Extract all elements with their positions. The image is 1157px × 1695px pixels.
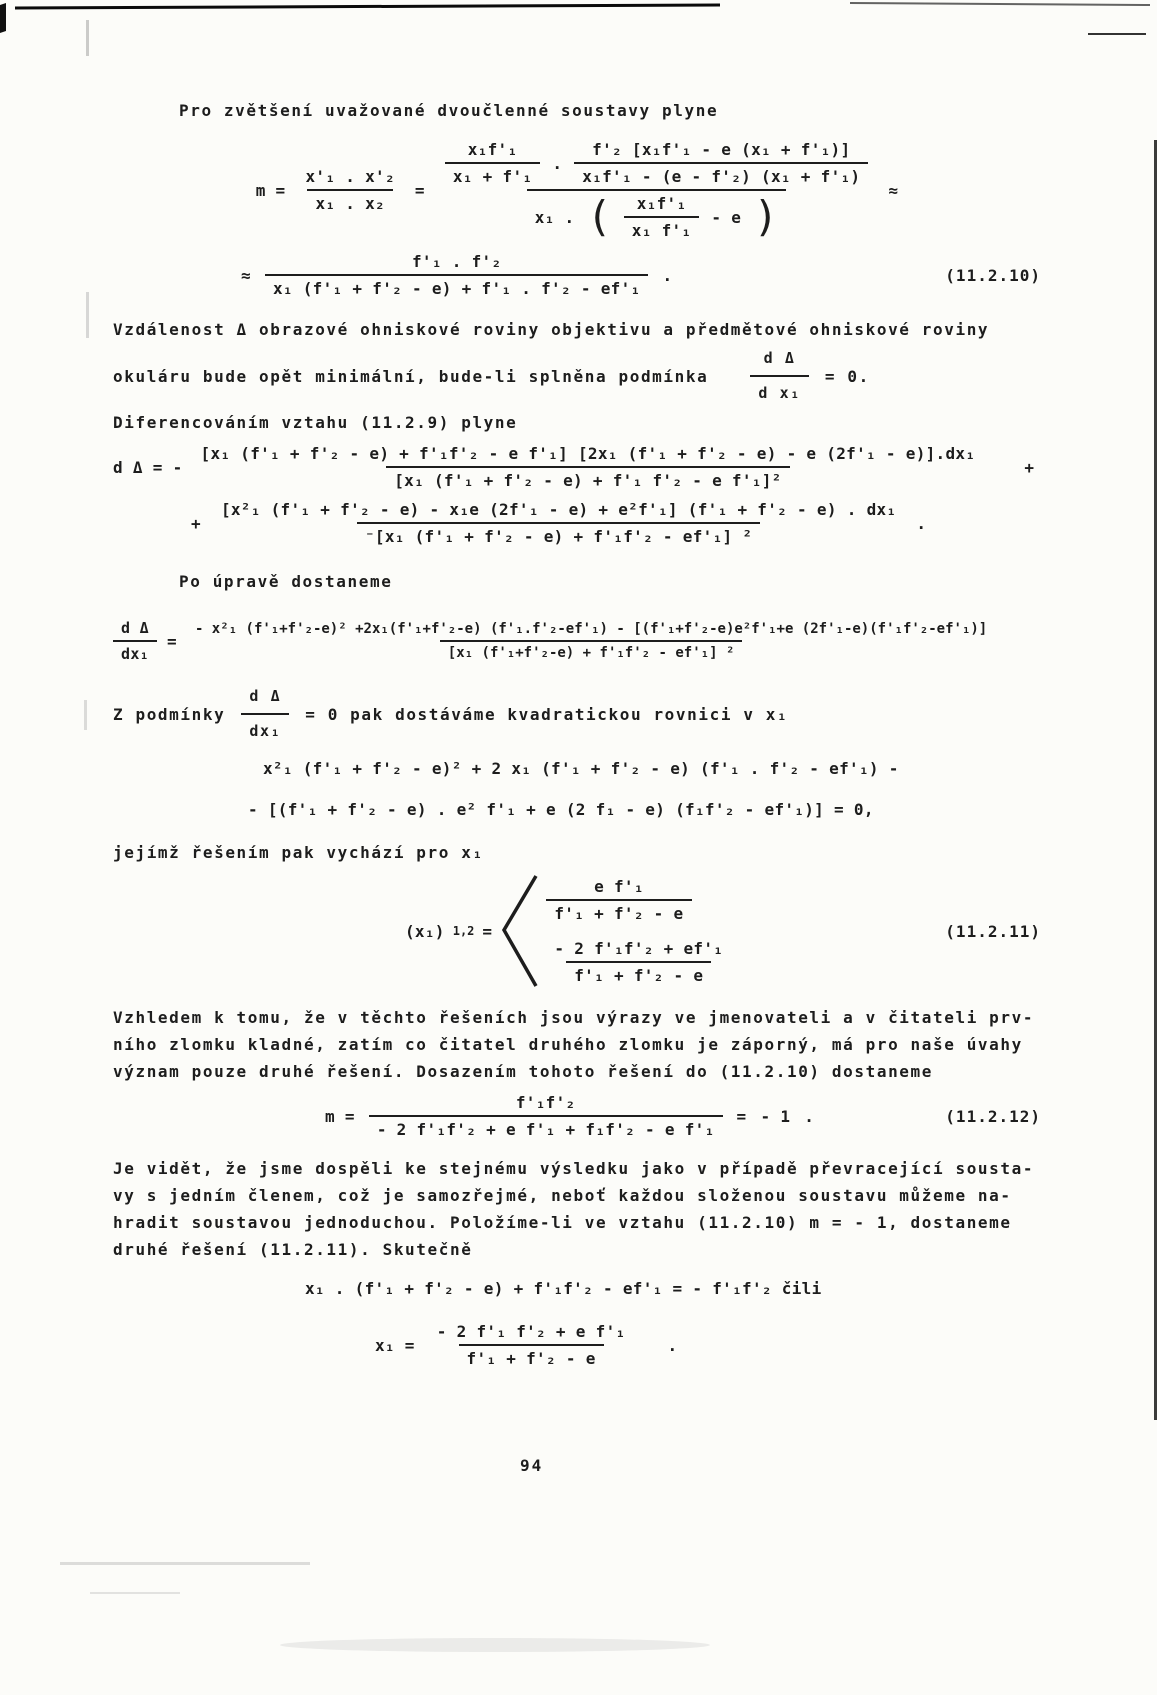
period: . — [667, 1335, 678, 1355]
page-number: 94 — [520, 1456, 544, 1475]
fraction-numerator: x₁f'₁ — [636, 194, 687, 213]
eq-x1-subscript: 1,2 — [452, 924, 475, 938]
fraction-denominator: x₁ (f'₁ + f'₂ - e) + f'₁ . f'₂ - ef'₁ — [265, 274, 649, 298]
plus-sign: + — [191, 513, 201, 533]
intro-text: Pro zvětšení uvažované dvoučlenné soustavy plyne — [179, 101, 719, 120]
paragraph-intro — [179, 97, 1041, 124]
eq-x1-final-lhs: x₁ = — [375, 1335, 415, 1355]
paragraph-discussion — [113, 1004, 1041, 1085]
fraction-numerator: f'₁f'₂ — [515, 1093, 576, 1112]
scan-bottom-streak — [60, 1562, 310, 1565]
fraction-denominator: f'₁ + f'₂ - e — [566, 961, 711, 985]
paragraph-condition — [113, 683, 1041, 745]
period: . — [804, 1106, 815, 1126]
fraction-denominator: - 2 f'₁f'₂ + e f'₁ + f₁f'₂ - e f'₁ — [369, 1115, 723, 1139]
fraction — [187, 621, 995, 661]
fraction — [445, 140, 540, 186]
equals-zero: = 0. — [824, 366, 870, 386]
eq-m2-lhs: m = — [325, 1106, 355, 1126]
approx-sign: ≈ — [241, 265, 251, 285]
cases-brace-icon — [500, 872, 538, 990]
plus-sign: + — [1024, 457, 1035, 477]
equation-number: (11.2.11) — [945, 921, 1041, 941]
fraction-denominator: dx₁ — [113, 640, 157, 663]
paragraph-line: vy s jedním členem, což je samozřejmé, neboť každou složenou soustavu můžeme na- — [113, 1186, 1012, 1205]
fraction-numerator: - x²₁ (f'₁+f'₂-e)² +2x₁(f'₁+f'₂-e) (f'₁.f'₂-ef'₁) - [(f'₁+f'₂-e)e²f'₁+e (2f'₁-e)(f'₁f'₂-ef'₁)] — [194, 621, 988, 637]
fraction — [546, 877, 691, 923]
equation-11-2-12 — [113, 1093, 1041, 1139]
paragraph-line-with-fraction — [113, 345, 1041, 407]
fraction-denominator: d x₁ — [750, 375, 809, 407]
period: . — [916, 513, 927, 533]
big-fraction-numerator — [437, 140, 877, 189]
fraction-numerator: d Δ — [763, 349, 796, 367]
equation-dA-part2 — [113, 500, 1041, 546]
cases-stack — [546, 877, 731, 985]
paragraph-after-simplification — [179, 568, 1041, 595]
multiplication-dot: . — [552, 153, 563, 173]
fraction-denominator: f'₁ + f'₂ - e — [546, 899, 691, 923]
equation-text: x₁ . (f'₁ + f'₂ - e) + f'₁f'₂ - ef'₁ = - f'₁f'₂ čili — [305, 1279, 822, 1298]
right-paren: ) — [753, 192, 779, 242]
fraction-numerator: f'₁ . f'₂ — [411, 252, 502, 271]
paragraph-line: Vzhledem k tomu, že v těchto řešeních jsou výrazy ve jmenovateli a v čitateli prv- — [113, 1008, 1035, 1027]
fraction — [298, 167, 403, 213]
derivative-fraction — [241, 683, 289, 745]
fraction — [546, 939, 731, 985]
equation-number: (11.2.10) — [945, 265, 1041, 285]
equals-sign: = — [736, 1106, 747, 1126]
fraction-numerator: - 2 f'₁f'₂ + ef'₁ — [554, 939, 724, 958]
equation-derivative — [113, 619, 1041, 663]
equation-11-2-11 — [113, 872, 1041, 990]
fraction-numerator: f'₂ [x₁f'₁ - e (x₁ + f'₁)] — [592, 140, 851, 159]
eq-m-den-prefix: x₁ . — [534, 207, 575, 227]
fraction-numerator: x₁f'₁ — [467, 140, 518, 159]
fraction-denominator: f'₁ + f'₂ - e — [459, 1344, 604, 1368]
equation-magnification — [113, 140, 1041, 240]
approx-sign: ≈ — [888, 180, 899, 200]
equation-final-x1 — [113, 1322, 1041, 1368]
fraction-denominator: ⁻[x₁ (f'₁ + f'₂ - e) + f'₁f'₂ - ef'₁] ² — [357, 522, 760, 546]
scan-top-right-dash — [1088, 33, 1146, 35]
fraction — [193, 444, 984, 490]
fraction-numerator: [x₁ (f'₁ + f'₂ - e) + f'₁f'₂ - e f'₁] [2x₁ (f'₁ + f'₂ - e) - e (2f'₁ - e)].dx₁ — [200, 444, 976, 463]
fraction-denominator: [x₁ (f'₁ + f'₂ - e) + f'₁ f'₂ - e f'₁]² — [386, 466, 789, 490]
fraction — [429, 1322, 634, 1368]
paragraph-line: hradit soustavou jednoduchou. Položíme-li ve vztahu (11.2.10) m = - 1, dostaneme — [113, 1213, 1012, 1232]
equation-11-2-10 — [113, 252, 1041, 298]
equation-final-identity — [113, 1279, 1041, 1298]
fraction-denominator: x₁ + f'₁ — [445, 162, 540, 186]
paragraph-text: okuláru bude opět minimální, bude-li splněna podmínka — [113, 366, 709, 386]
fraction-denominator: dx₁ — [241, 713, 289, 745]
equals-sign: = — [482, 921, 493, 941]
fraction-denominator: [x₁ (f'₁+f'₂-e) + f'₁f'₂ - ef'₁] ² — [440, 640, 743, 661]
fraction-denominator: x₁ f'₁ — [624, 216, 700, 240]
paragraph-text: = 0 pak dostáváme kvadratickou rovnici v x₁ — [305, 704, 789, 724]
paragraph-line: Vzdálenost Δ obrazové ohniskové roviny objektivu a předmětové ohniskové roviny — [113, 320, 990, 339]
big-fraction — [437, 140, 877, 240]
fraction — [624, 194, 700, 240]
derivative-fraction — [113, 619, 157, 663]
equation-quadratic-line1 — [113, 759, 1041, 778]
fraction — [265, 252, 649, 298]
paragraph-line: Diferencováním vztahu (11.2.9) plyne — [113, 413, 518, 432]
fraction-denominator: x₁ . x₂ — [307, 189, 393, 213]
fraction-denominator: x₁f'₁ - (e - f'₂) (x₁ + f'₁) — [574, 162, 868, 186]
fraction-numerator: d Δ — [249, 687, 282, 705]
eq-m-den-suffix: - e — [711, 207, 742, 227]
eq-m-lhs: m = — [255, 180, 286, 200]
paragraph-line: druhé řešení (11.2.11). Skutečně — [113, 1240, 473, 1259]
fraction-numerator: [x²₁ (f'₁ + f'₂ - e) - x₁e (2f'₁ - e) + e²f'₁] (f'₁ + f'₂ - e) . dx₁ — [220, 500, 897, 519]
paragraph-distance — [113, 316, 1041, 436]
derivative-fraction — [750, 345, 809, 407]
equation-quadratic-line2 — [113, 800, 1041, 819]
paragraph-text: Po úpravě dostaneme — [179, 572, 393, 591]
equals-sign: = — [167, 631, 177, 651]
fraction-numerator: e f'₁ — [594, 877, 644, 896]
scan-left-margin-mark — [84, 700, 87, 730]
minus-one: - 1 — [760, 1106, 791, 1126]
equation-text: - [(f'₁ + f'₂ - e) . e² f'₁ + e (2 f₁ - e) (f₁f'₂ - ef'₁)] = 0, — [248, 800, 874, 819]
paragraph-line: ního zlomku kladné, zatím co čitatel druhého zlomku je záporný, má pro naše úvahy — [113, 1035, 1023, 1054]
big-fraction-denominator — [527, 189, 787, 240]
equals-sign: = — [414, 180, 425, 200]
scan-left-margin-mark — [86, 292, 89, 338]
scan-bottom-streak — [90, 1592, 180, 1594]
fraction-numerator: d Δ — [121, 619, 149, 637]
paragraph-text: jejímž řešením pak vychází pro x₁ — [113, 843, 484, 862]
paragraph-conclusion — [113, 1155, 1041, 1263]
eq-dA-lhs: d Δ = - — [113, 457, 183, 477]
paragraph-solution — [113, 839, 1041, 866]
scan-bottom-smudge — [280, 1638, 710, 1652]
fraction — [574, 140, 868, 186]
period: . — [662, 265, 673, 285]
scan-left-margin-mark — [86, 20, 89, 56]
equation-number: (11.2.12) — [945, 1106, 1041, 1126]
fraction-numerator: - 2 f'₁ f'₂ + e f'₁ — [436, 1322, 626, 1341]
fraction — [369, 1093, 723, 1139]
equation-text: x²₁ (f'₁ + f'₂ - e)² + 2 x₁ (f'₁ + f'₂ - e) (f'₁ . f'₂ - ef'₁) - — [263, 759, 899, 778]
paragraph-line: význam pouze druhé řešení. Dosazením tohoto řešení do (11.2.10) dostaneme — [113, 1062, 933, 1081]
left-paren: ( — [586, 192, 612, 242]
scan-corner-mark — [0, 3, 6, 33]
paragraph-line: Je vidět, že jsme dospěli ke stejnému výsledku jako v případě převracející sousta- — [113, 1159, 1035, 1178]
eq-x1-lhs: (x₁) — [405, 921, 445, 941]
paragraph-text: Z podmínky — [113, 704, 226, 724]
fraction-numerator: x'₁ . x'₂ — [305, 167, 395, 186]
equation-dA-part1 — [113, 444, 1041, 490]
fraction — [213, 500, 904, 546]
